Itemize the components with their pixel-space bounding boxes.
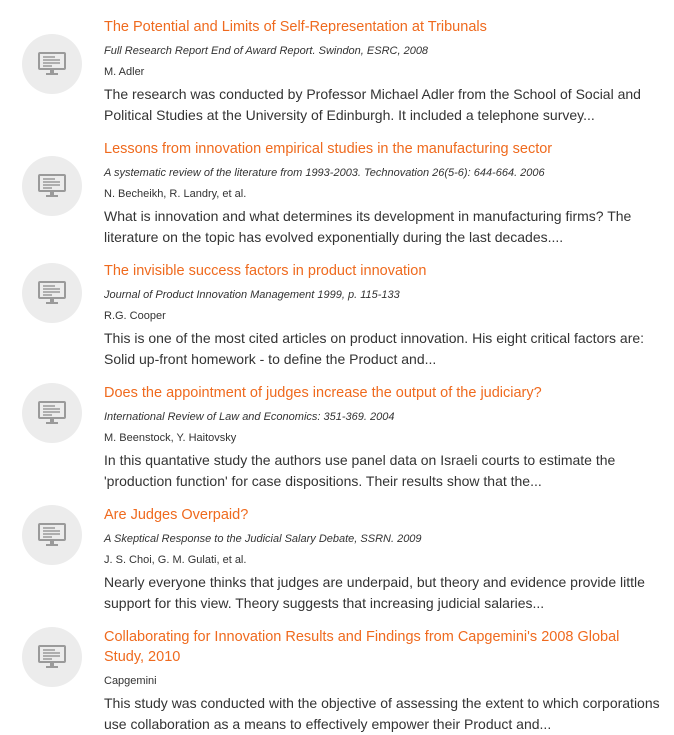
result-authors: J. S. Choi, G. M. Gulati, et al. bbox=[104, 554, 247, 566]
computer-monitor-icon bbox=[38, 523, 66, 547]
result-source: Journal of Product Innovation Management 1999, p. 115-133 bbox=[104, 289, 400, 301]
thumbnail bbox=[22, 383, 82, 443]
result-summary: Nearly everyone thinks that judges are underpaid, but theory and evidence provide little support for this view. Theory suggests that increasing judicial salaries... bbox=[104, 574, 645, 611]
result-authors: M. Beenstock, Y. Haitovsky bbox=[104, 432, 237, 444]
item-text bbox=[104, 505, 664, 614]
result-summary: In this quantative study the authors use panel data on Israeli courts to estimate the 'production function' for case dispositions. Their results show that the... bbox=[104, 452, 616, 489]
thumbnail bbox=[22, 505, 82, 565]
result-authors: Capgemini bbox=[104, 675, 157, 687]
result-title-link[interactable]: Collaborating for Innovation Results and Findings from Capgemini's 2008 Global Study, 2010 bbox=[104, 629, 620, 665]
thumbnail bbox=[22, 34, 82, 94]
result-source: Full Research Report End of Award Report. Swindon, ESRC, 2008 bbox=[104, 45, 429, 57]
thumbnail bbox=[22, 627, 82, 687]
item-text bbox=[104, 139, 664, 248]
item-text bbox=[104, 261, 664, 370]
result-title-link[interactable]: Lessons from innovation empirical studies in the manufacturing sector bbox=[104, 141, 553, 157]
result-authors: R.G. Cooper bbox=[104, 310, 166, 322]
computer-monitor-icon bbox=[38, 281, 66, 305]
result-title-link[interactable]: Are Judges Overpaid? bbox=[104, 507, 249, 523]
result-source: International Review of Law and Economics: 351-369. 2004 bbox=[104, 411, 395, 423]
result-authors: N. Becheikh, R. Landry, et al. bbox=[104, 188, 247, 200]
result-summary: What is innovation and what determines its development in manufacturing firms? The literature on the topic has evolved exponentially during the last decades.... bbox=[104, 208, 632, 245]
result-source: A systematic review of the literature from 1993-2003. Technovation 26(5-6): 644-664. 2006 bbox=[104, 167, 545, 179]
result-summary: This study was conducted with the objective of assessing the extent to which corporations use collaboration as a means to effectively empower their Product and... bbox=[104, 695, 660, 732]
thumbnail bbox=[22, 263, 82, 323]
result-summary: This is one of the most cited articles on product innovation. His eight critical factors are: Solid up-front homework - to define the Product and... bbox=[104, 330, 645, 367]
computer-monitor-icon bbox=[38, 645, 66, 669]
result-authors: M. Adler bbox=[104, 66, 145, 78]
thumbnail bbox=[22, 156, 82, 216]
result-title-link[interactable]: The Potential and Limits of Self-Representation at Tribunals bbox=[104, 19, 487, 35]
computer-monitor-icon bbox=[38, 401, 66, 425]
item-text bbox=[104, 17, 664, 126]
result-title-link[interactable]: The invisible success factors in product innovation bbox=[104, 263, 427, 279]
computer-monitor-icon bbox=[38, 52, 66, 76]
result-source: A Skeptical Response to the Judicial Salary Debate, SSRN. 2009 bbox=[104, 533, 422, 545]
result-title-link[interactable]: Does the appointment of judges increase the output of the judiciary? bbox=[104, 385, 542, 401]
result-summary: The research was conducted by Professor Michael Adler from the School of Social and Political Studies at the University of Edinburgh. It included a telephone survey... bbox=[104, 86, 641, 123]
item-text bbox=[104, 627, 664, 735]
computer-monitor-icon bbox=[38, 174, 66, 198]
item-text bbox=[104, 383, 664, 492]
